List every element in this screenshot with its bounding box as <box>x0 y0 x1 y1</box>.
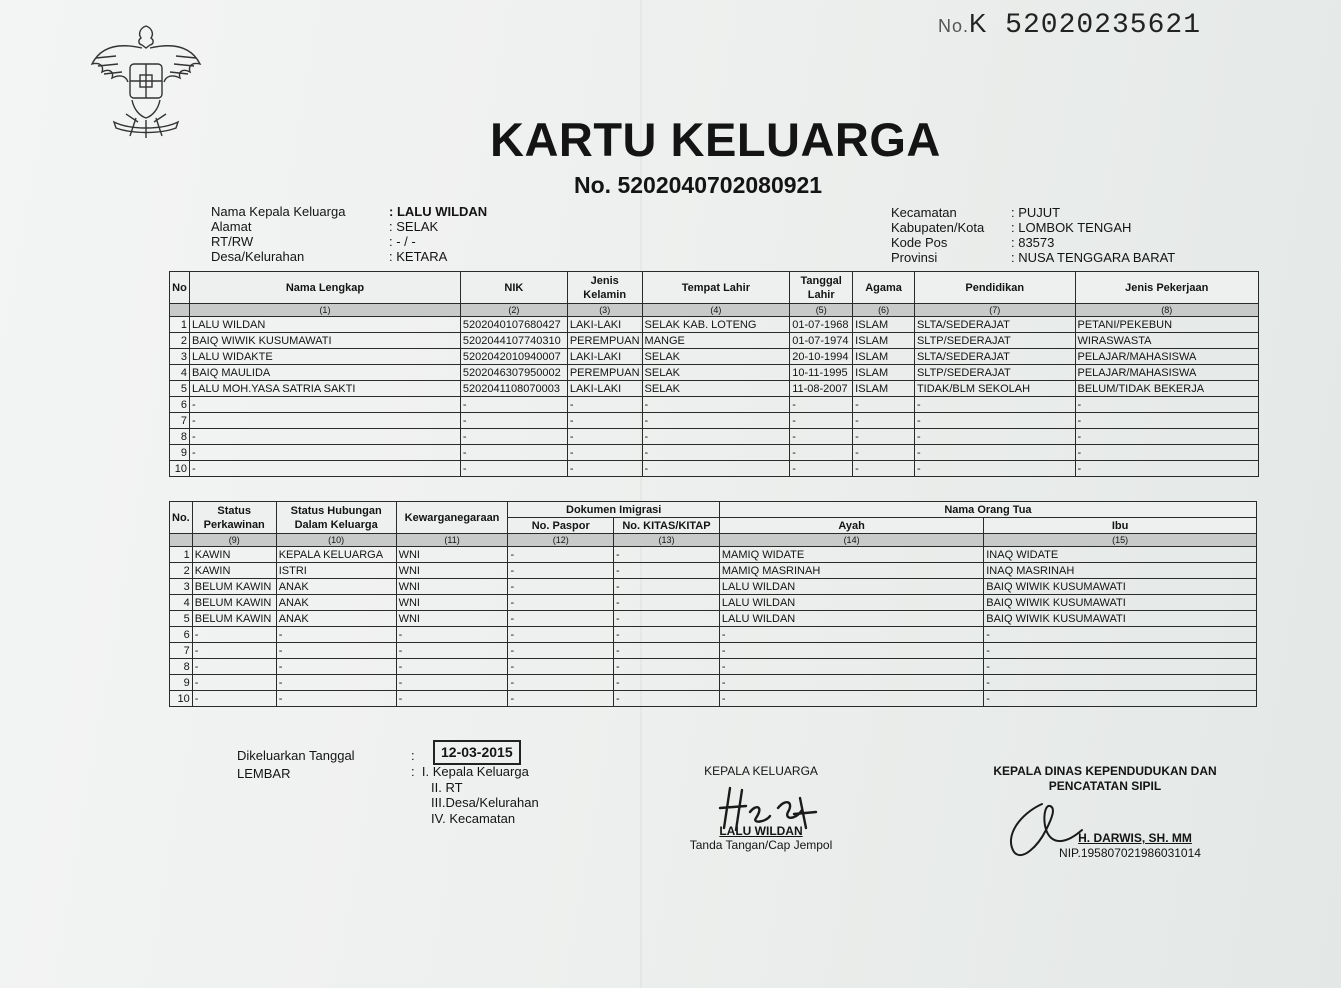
table-row <box>170 579 1257 595</box>
info-value: : NUSA TENGGARA BARAT <box>1011 250 1176 265</box>
page-title: KARTU KELUARGA <box>490 113 941 166</box>
info-label: Kecamatan <box>891 205 957 220</box>
table-row <box>170 349 1259 365</box>
table-cell: - <box>508 643 614 659</box>
table-cell: - <box>567 397 642 413</box>
table-row <box>170 317 1259 333</box>
table-cell: - <box>1075 429 1259 445</box>
copies-list <box>411 764 539 826</box>
official-signature-scribble-icon <box>1002 800 1092 862</box>
table-cell: 5 <box>170 611 193 627</box>
table-cell: 5202040107680427 <box>460 317 567 333</box>
copy-item: II. RT <box>431 779 463 795</box>
table-cell: - <box>719 675 983 691</box>
table-cell: LALU WILDAN <box>719 579 983 595</box>
table-row <box>170 659 1257 675</box>
table-cell: LALU WIDAKTE <box>189 349 460 365</box>
table-cell: ISLAM <box>853 333 915 349</box>
lembar-label: LEMBAR <box>237 766 291 781</box>
table-cell: - <box>189 461 460 477</box>
table-cell: - <box>508 675 614 691</box>
table-cell: - <box>614 547 720 563</box>
table-cell: - <box>614 627 720 643</box>
table-cell: 11-08-2007 <box>790 381 853 397</box>
table-cell: - <box>790 445 853 461</box>
table-cell: BAIQ WIWIK KUSUMAWATI <box>189 333 460 349</box>
table-cell: - <box>642 397 790 413</box>
copy-item: IV. Kecamatan <box>431 810 516 826</box>
table-cell: - <box>460 461 567 477</box>
col-header: No. Paspor <box>508 518 614 534</box>
kk-number: No. 5202040702080921 <box>574 172 823 198</box>
table-cell: 8 <box>170 429 190 445</box>
table-cell: 01-07-1968 <box>790 317 853 333</box>
table-cell: - <box>642 413 790 429</box>
table-cell: LALU WILDAN <box>189 317 460 333</box>
table-cell: 1 <box>170 547 193 563</box>
table-cell: - <box>192 675 276 691</box>
info-value: : KETARA <box>389 249 448 264</box>
column-number-row <box>170 534 1257 547</box>
table-cell: KEPALA KELUARGA <box>276 547 396 563</box>
table-cell: - <box>567 413 642 429</box>
table-cell: BAIQ MAULIDA <box>189 365 460 381</box>
table-cell: - <box>790 461 853 477</box>
table-cell: - <box>1075 461 1259 477</box>
col-header: Kewarganegaraan <box>396 502 508 534</box>
info-value: : LOMBOK TENGAH <box>1011 220 1132 235</box>
table-cell: - <box>853 461 915 477</box>
table-cell: - <box>614 675 720 691</box>
table-cell: - <box>719 627 983 643</box>
table-row <box>170 691 1257 707</box>
table-cell: ISLAM <box>853 349 915 365</box>
table-cell: - <box>508 691 614 707</box>
table-cell: 7 <box>170 413 190 429</box>
table-cell: WNI <box>396 595 508 611</box>
column-number: (1) <box>189 304 460 317</box>
table-cell: KAWIN <box>192 547 276 563</box>
table-cell: - <box>192 643 276 659</box>
table-cell: 3 <box>170 579 193 595</box>
info-label: Kabupaten/Kota <box>891 220 985 235</box>
table-cell: - <box>719 659 983 675</box>
column-number: (7) <box>914 304 1075 317</box>
sig-left-title: KEPALA KELUARGA <box>704 764 818 778</box>
table-row <box>170 643 1257 659</box>
table-cell: SELAK <box>642 349 790 365</box>
table-cell: SLTA/SEDERAJAT <box>914 349 1075 365</box>
table-cell: ANAK <box>276 611 396 627</box>
info-value: : 83573 <box>1011 235 1055 250</box>
table-cell: 9 <box>170 675 193 691</box>
sig-left-name: LALU WILDAN <box>719 824 803 838</box>
table-cell: - <box>984 691 1257 707</box>
col-header: Ibu <box>984 518 1257 534</box>
table-cell: 6 <box>170 397 190 413</box>
table-cell: - <box>276 659 396 675</box>
table-cell: - <box>614 659 720 675</box>
table-cell: BELUM/TIDAK BEKERJA <box>1075 381 1259 397</box>
table-cell: 5202046307950002 <box>460 365 567 381</box>
sig-right-title-1: KEPALA DINAS KEPENDUDUKAN DAN <box>993 764 1217 778</box>
column-number <box>170 304 190 317</box>
table-cell: PEREMPUAN <box>567 333 642 349</box>
column-number: (13) <box>614 534 720 547</box>
table-cell: - <box>614 611 720 627</box>
table-cell: BELUM KAWIN <box>192 595 276 611</box>
table-cell: - <box>614 579 720 595</box>
table-cell: - <box>508 611 614 627</box>
info-value: : LALU WILDAN <box>389 204 488 219</box>
table-cell: WNI <box>396 563 508 579</box>
table-cell: INAQ WIDATE <box>984 547 1257 563</box>
table-cell: - <box>460 445 567 461</box>
col-header: Status Hubungan Dalam Keluarga <box>276 502 396 534</box>
table-cell: SLTP/SEDERAJAT <box>914 333 1075 349</box>
table-cell: - <box>567 429 642 445</box>
table-cell: - <box>192 691 276 707</box>
serial-value: 52020235621 <box>1005 10 1202 41</box>
table-cell: - <box>914 445 1075 461</box>
col-header: Ayah <box>719 518 983 534</box>
table-cell: - <box>276 691 396 707</box>
table-cell: - <box>790 397 853 413</box>
table-cell: - <box>396 643 508 659</box>
table-cell: - <box>396 691 508 707</box>
table-row <box>170 627 1257 643</box>
table-cell: BAIQ WIWIK KUSUMAWATI <box>984 611 1257 627</box>
table-cell: MANGE <box>642 333 790 349</box>
column-number-row <box>170 304 1259 317</box>
table-cell: 10-11-1995 <box>790 365 853 381</box>
col-header: No. <box>170 502 193 534</box>
issued-colon: : <box>411 748 415 763</box>
table-cell: - <box>567 461 642 477</box>
table-cell: LAKI-LAKI <box>567 349 642 365</box>
table-cell: - <box>1075 445 1259 461</box>
col-header: Tempat Lahir <box>642 272 790 304</box>
table-cell: - <box>396 659 508 675</box>
table-cell: - <box>642 429 790 445</box>
column-number: (8) <box>1075 304 1259 317</box>
table-cell: - <box>276 643 396 659</box>
table-cell: SLTP/SEDERAJAT <box>914 365 1075 381</box>
table-cell: - <box>790 413 853 429</box>
table-cell: 3 <box>170 349 190 365</box>
sig-right-nip: NIP.195807021986031014 <box>1059 846 1201 860</box>
column-number: (3) <box>567 304 642 317</box>
table-cell: LAKI-LAKI <box>567 317 642 333</box>
table-cell: 5 <box>170 381 190 397</box>
table-cell: LALU WILDAN <box>719 611 983 627</box>
table-cell: - <box>567 445 642 461</box>
table-cell: - <box>508 563 614 579</box>
table-cell: - <box>508 547 614 563</box>
table-cell: - <box>192 659 276 675</box>
col-header: Nama Orang Tua <box>719 502 1256 518</box>
table-cell: 5202041108070003 <box>460 381 567 397</box>
table-cell: ANAK <box>276 595 396 611</box>
table-cell: - <box>984 643 1257 659</box>
table-cell: - <box>914 461 1075 477</box>
table-cell: INAQ MASRINAH <box>984 563 1257 579</box>
column-number <box>170 534 193 547</box>
table-cell: MAMIQ MASRINAH <box>719 563 983 579</box>
table-cell: - <box>396 627 508 643</box>
column-number: (14) <box>719 534 983 547</box>
column-number: (10) <box>276 534 396 547</box>
column-number: (12) <box>508 534 614 547</box>
copies-colon: : <box>411 764 415 779</box>
table-cell: - <box>642 461 790 477</box>
table-row <box>170 595 1257 611</box>
family-members-table <box>169 271 1259 477</box>
col-header: Agama <box>853 272 915 304</box>
serial-number <box>938 8 1201 41</box>
table-cell: 8 <box>170 659 193 675</box>
table-cell: SELAK KAB. LOTENG <box>642 317 790 333</box>
col-header: Tanggal Lahir <box>790 272 853 304</box>
copy-item: III.Desa/Kelurahan <box>431 795 539 810</box>
table-cell: SLTA/SEDERAJAT <box>914 317 1075 333</box>
table-cell: 6 <box>170 627 193 643</box>
signature-scribble-icon <box>716 778 836 838</box>
table-header-row <box>170 502 1257 518</box>
table-cell: - <box>189 445 460 461</box>
column-number: (5) <box>790 304 853 317</box>
info-value: : - / - <box>389 234 416 249</box>
table-cell: - <box>984 675 1257 691</box>
table-cell: PELAJAR/MAHASISWA <box>1075 349 1259 365</box>
table-cell: - <box>984 627 1257 643</box>
table-cell: - <box>460 413 567 429</box>
table-cell: 1 <box>170 317 190 333</box>
table-cell: - <box>508 627 614 643</box>
table-cell: - <box>1075 397 1259 413</box>
table-cell: - <box>719 691 983 707</box>
col-header: Status Perkawinan <box>192 502 276 534</box>
table-cell: WNI <box>396 579 508 595</box>
table-row <box>170 365 1259 381</box>
table-cell: 4 <box>170 595 193 611</box>
column-number: (11) <box>396 534 508 547</box>
table-cell: - <box>914 429 1075 445</box>
table-cell: BAIQ WIWIK KUSUMAWATI <box>984 579 1257 595</box>
info-label: Kode Pos <box>891 235 948 250</box>
table-cell: - <box>914 397 1075 413</box>
table-cell: 20-10-1994 <box>790 349 853 365</box>
table-cell: SELAK <box>642 365 790 381</box>
col-header: No. KITAS/KITAP <box>614 518 720 534</box>
table-cell: - <box>508 659 614 675</box>
table-cell: - <box>614 595 720 611</box>
table-cell: - <box>719 643 983 659</box>
issued-label: Dikeluarkan Tanggal <box>237 748 355 763</box>
column-number: (2) <box>460 304 567 317</box>
table-cell: 2 <box>170 333 190 349</box>
table-cell: WNI <box>396 611 508 627</box>
col-header: Jenis Kelamin <box>567 272 642 304</box>
table-row <box>170 461 1259 477</box>
table-cell: - <box>614 691 720 707</box>
table-cell: 9 <box>170 445 190 461</box>
info-value: : SELAK <box>389 219 439 234</box>
table-row <box>170 381 1259 397</box>
issued-block <box>237 744 513 765</box>
col-header: NIK <box>460 272 567 304</box>
table-cell: TIDAK/BLM SEKOLAH <box>914 381 1075 397</box>
table-cell: - <box>276 675 396 691</box>
table-cell: LALU WILDAN <box>719 595 983 611</box>
sig-right-name: H. DARWIS, SH. MM <box>1078 831 1192 845</box>
table-header-row <box>170 272 1259 304</box>
table-row <box>170 333 1259 349</box>
table-cell: PETANI/PEKEBUN <box>1075 317 1259 333</box>
table-cell: - <box>853 445 915 461</box>
serial-label: No. <box>938 16 970 36</box>
table-row <box>170 563 1257 579</box>
table-cell: KAWIN <box>192 563 276 579</box>
table-row <box>170 397 1259 413</box>
table-cell: WNI <box>396 547 508 563</box>
table-cell: - <box>192 627 276 643</box>
table-cell: 10 <box>170 691 193 707</box>
table-cell: 7 <box>170 643 193 659</box>
serial-prefix: K <box>969 8 988 38</box>
table-row <box>170 611 1257 627</box>
table-cell: - <box>642 445 790 461</box>
info-label: RT/RW <box>211 234 254 249</box>
table-row <box>170 429 1259 445</box>
info-label: Desa/Kelurahan <box>211 249 305 264</box>
table-cell: - <box>1075 413 1259 429</box>
table-cell: - <box>614 563 720 579</box>
table-row <box>170 445 1259 461</box>
table-cell: 5202042010940007 <box>460 349 567 365</box>
table-cell: 10 <box>170 461 190 477</box>
table-cell: MAMIQ WIDATE <box>719 547 983 563</box>
table-cell: 01-07-1974 <box>790 333 853 349</box>
table-row <box>170 413 1259 429</box>
column-number: (6) <box>853 304 915 317</box>
table-cell: - <box>460 429 567 445</box>
table-cell: - <box>853 397 915 413</box>
info-label: Alamat <box>211 219 252 234</box>
table-cell: - <box>914 413 1075 429</box>
table-row <box>170 675 1257 691</box>
table-cell: - <box>853 413 915 429</box>
table-cell: - <box>189 397 460 413</box>
table-cell: - <box>276 627 396 643</box>
table-cell: SELAK <box>642 381 790 397</box>
table-cell: 5202044107740310 <box>460 333 567 349</box>
col-header: Nama Lengkap <box>189 272 460 304</box>
table-cell: - <box>396 675 508 691</box>
table-row <box>170 547 1257 563</box>
table-cell: - <box>460 397 567 413</box>
table-cell: PELAJAR/MAHASISWA <box>1075 365 1259 381</box>
table-cell: - <box>189 429 460 445</box>
column-number: (15) <box>984 534 1257 547</box>
sig-left-caption: Tanda Tangan/Cap Jempol <box>689 838 833 852</box>
table-cell: - <box>614 643 720 659</box>
table-cell: WIRASWASTA <box>1075 333 1259 349</box>
col-header: Pendidikan <box>914 272 1075 304</box>
info-value: : PUJUT <box>1011 205 1061 220</box>
garuda-emblem-icon <box>86 18 206 140</box>
table-cell: BELUM KAWIN <box>192 579 276 595</box>
table-cell: ISLAM <box>853 365 915 381</box>
table-cell: - <box>508 595 614 611</box>
table-cell: LAKI-LAKI <box>567 381 642 397</box>
info-right <box>891 205 1175 265</box>
col-header: Dokumen Imigrasi <box>508 502 719 518</box>
info-label: Provinsi <box>891 250 938 265</box>
table-cell: ISLAM <box>853 381 915 397</box>
table-cell: - <box>189 413 460 429</box>
family-status-table <box>169 501 1257 707</box>
info-label: Nama Kepala Keluarga <box>211 204 346 219</box>
table-cell: BELUM KAWIN <box>192 611 276 627</box>
table-cell: ISLAM <box>853 317 915 333</box>
col-header: No <box>170 272 190 304</box>
table-cell: - <box>984 659 1257 675</box>
table-cell: - <box>790 429 853 445</box>
col-header: Jenis Pekerjaan <box>1075 272 1259 304</box>
table-cell: PEREMPUAN <box>567 365 642 381</box>
table-cell: ANAK <box>276 579 396 595</box>
table-cell: - <box>853 429 915 445</box>
info-left <box>211 204 487 264</box>
table-cell: LALU MOH.YASA SATRIA SAKTI <box>189 381 460 397</box>
copy-item: I. Kepala Keluarga <box>421 764 529 779</box>
issued-date: 12-03-2015 <box>433 740 521 765</box>
table-cell: ISTRI <box>276 563 396 579</box>
table-cell: 4 <box>170 365 190 381</box>
table-cell: 2 <box>170 563 193 579</box>
table-cell: BAIQ WIWIK KUSUMAWATI <box>984 595 1257 611</box>
sig-right-title-2: PENCATATAN SIPIL <box>1048 779 1162 793</box>
column-number: (9) <box>192 534 276 547</box>
table-cell: - <box>508 579 614 595</box>
column-number: (4) <box>642 304 790 317</box>
